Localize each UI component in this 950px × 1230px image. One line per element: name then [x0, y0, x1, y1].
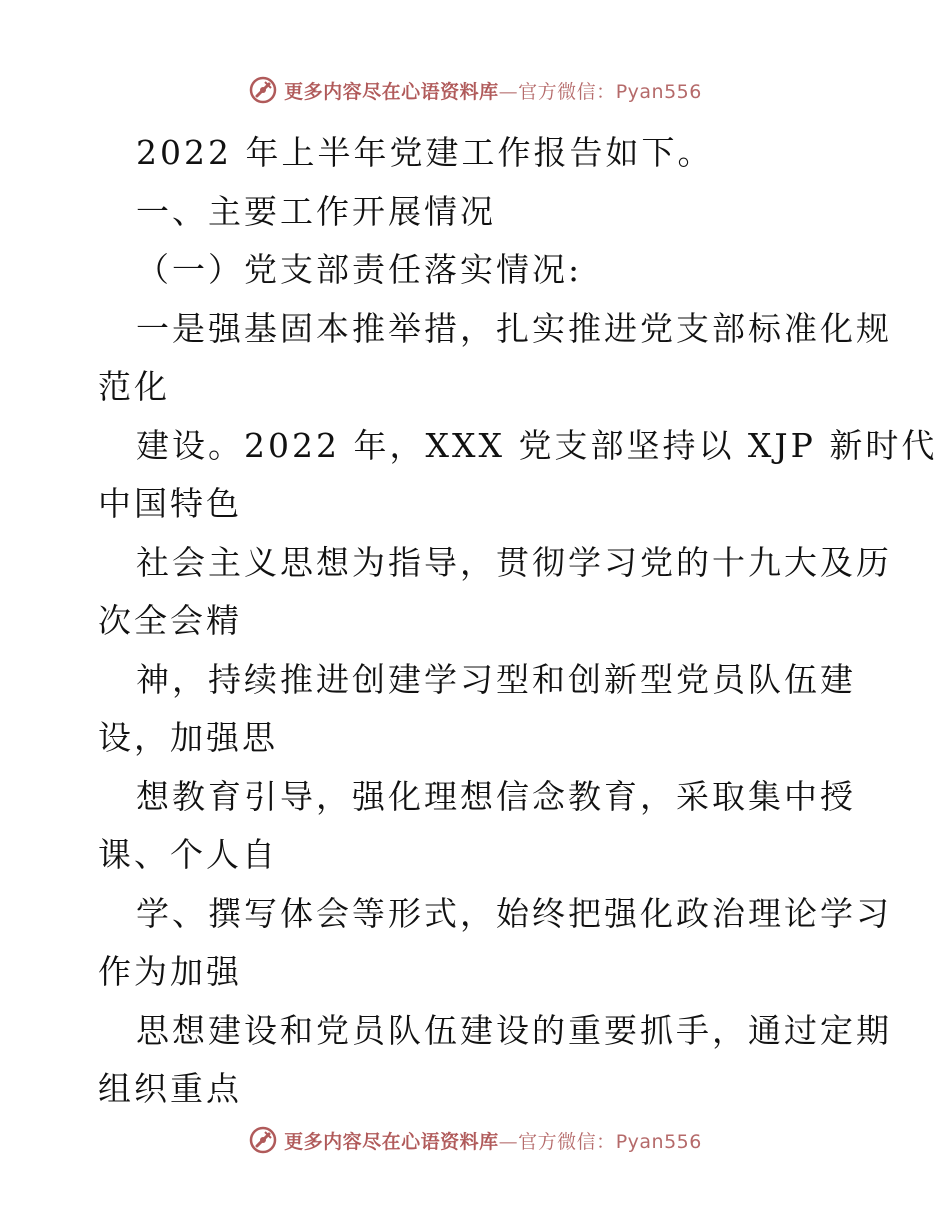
text-line: 学、撰写体会等形式，始终把强化政治理论学习 — [136, 893, 892, 933]
banner-account: Pyan556 — [615, 80, 702, 103]
text-line: 设，加强思 — [98, 718, 278, 757]
text-line: 一是强基固本推举措，扎实推进党支部标准化规 — [136, 308, 892, 348]
quill-seal-icon — [248, 1125, 278, 1155]
footer-watermark-banner — [0, 1120, 950, 1160]
header-watermark-banner — [0, 70, 950, 110]
banner-official-label: 官方微信： — [518, 1130, 616, 1153]
banner-dash: — — [498, 1130, 519, 1153]
banner-official-label: 官方微信： — [518, 80, 616, 103]
text-line: 范化 — [98, 367, 170, 406]
quill-seal-icon — [248, 75, 278, 105]
banner-account: Pyan556 — [615, 1130, 702, 1153]
text-line: 2022 年上半年党建工作报告如下。 — [136, 133, 714, 172]
text-line: 神，持续推进创建学习型和创新型党员队伍建 — [136, 659, 856, 699]
text-line: 组织重点 — [98, 1069, 242, 1108]
text-line: 课、个人自 — [98, 835, 278, 874]
text-line: 建设。2022 年，XXX 党支部坚持以 XJP 新时代 — [136, 425, 938, 465]
text-line: 作为加强 — [98, 952, 242, 991]
banner-main-text: 更多内容尽在心语资料库 — [284, 80, 499, 103]
text-line: 一、主要工作开展情况 — [136, 191, 496, 231]
text-line: 次全会精 — [98, 601, 242, 640]
text-line: 中国特色 — [98, 484, 242, 523]
text-line: （一）党支部责任落实情况: — [136, 250, 583, 289]
text-line: 想教育引导，强化理想信念教育，采取集中授 — [136, 776, 856, 816]
text-line: 思想建设和党员队伍建设的重要抓手，通过定期 — [136, 1010, 892, 1050]
document-body — [98, 124, 938, 1119]
text-line: 社会主义思想为指导，贯彻学习党的十九大及历 — [136, 542, 892, 582]
banner-main-text: 更多内容尽在心语资料库 — [284, 1130, 499, 1153]
banner-dash: — — [498, 80, 519, 103]
